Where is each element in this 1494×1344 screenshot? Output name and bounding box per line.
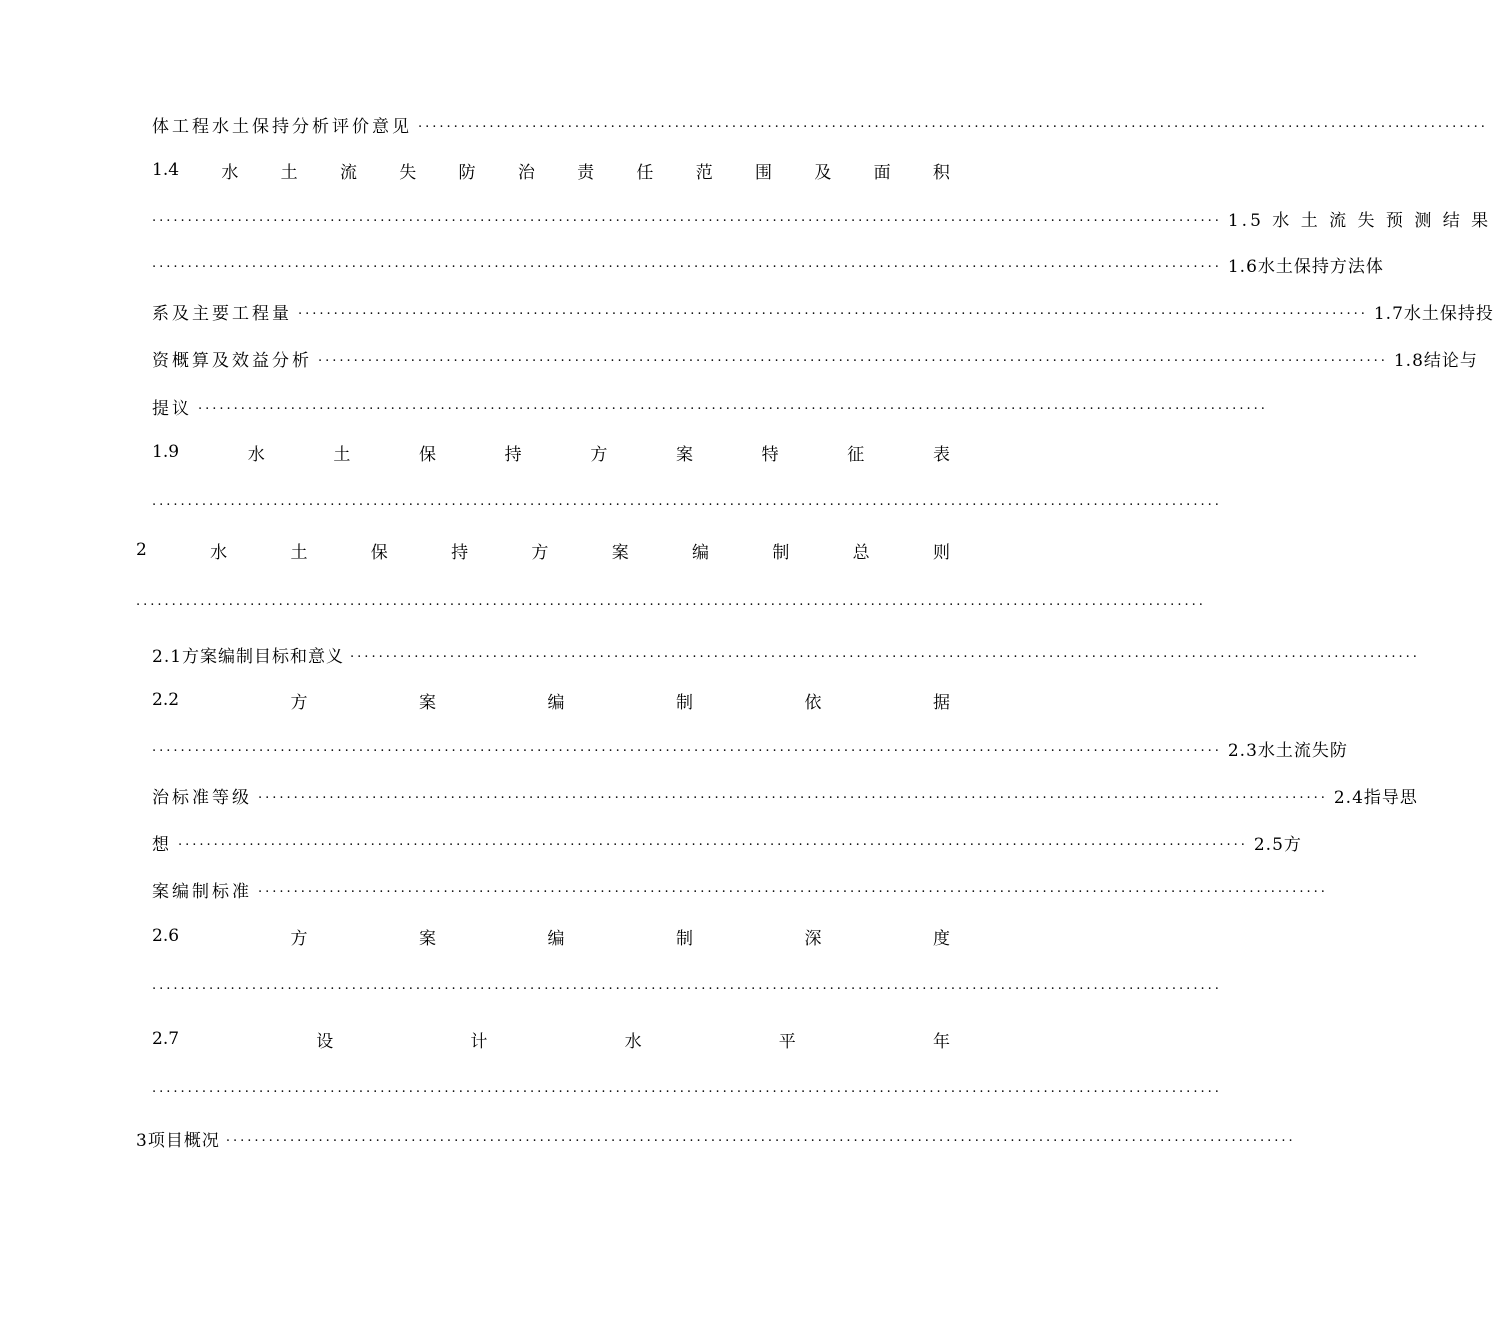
toc-char: 案 xyxy=(675,444,693,465)
toc-entry-title: 2.3水土流失防 xyxy=(1227,740,1348,761)
dot-leader: ...................................................................................................................................................... xyxy=(152,978,1222,993)
toc-entry xyxy=(152,874,1328,904)
toc-char: 制 xyxy=(772,542,790,563)
dot-leader: ...................................................................................................................................................... xyxy=(298,303,1368,318)
toc-char: 深 xyxy=(804,928,822,949)
dot-leader: ...................................................................................................................................................... xyxy=(318,350,1388,365)
toc-entry-title: 提议 xyxy=(152,398,192,419)
toc-char: 范 xyxy=(695,162,713,183)
toc-entry xyxy=(152,343,1478,373)
toc-char: 计 xyxy=(470,1031,488,1052)
dot-leader: ...................................................................................................................................................... xyxy=(178,834,1248,849)
toc-char: 任 xyxy=(636,162,654,183)
toc-entry xyxy=(136,1123,1296,1153)
toc-entry-title: 1.6水土保持方法体 xyxy=(1227,256,1384,277)
dot-leader: ...................................................................................................................................................... xyxy=(152,210,1222,225)
toc-entry-justified xyxy=(136,535,950,565)
toc-char: 编 xyxy=(692,542,710,563)
toc-entry xyxy=(152,391,1268,421)
toc-char: 水 xyxy=(210,542,228,563)
toc-char: 制 xyxy=(675,692,693,713)
toc-char: 流 xyxy=(339,162,357,183)
dot-leader: ...................................................................................................................................................... xyxy=(152,740,1222,755)
toc-char: 责 xyxy=(577,162,595,183)
toc-dot-line xyxy=(152,1074,1222,1104)
toc-entry-justified xyxy=(152,685,950,715)
toc-entry xyxy=(152,639,1420,669)
toc-entry xyxy=(152,203,1492,233)
toc-char: 设 xyxy=(316,1031,334,1052)
toc-char: 2.2 xyxy=(152,690,180,710)
toc-char: 防 xyxy=(458,162,476,183)
toc-char: 征 xyxy=(847,444,865,465)
toc-char: 水 xyxy=(247,444,265,465)
toc-char: 持 xyxy=(504,444,522,465)
dot-leader: ...................................................................................................................................................... xyxy=(258,787,1328,802)
toc-entry xyxy=(152,780,1418,810)
toc-char: 方 xyxy=(290,692,308,713)
toc-char: 水 xyxy=(624,1031,642,1052)
toc-char: 编 xyxy=(547,692,565,713)
toc-char: 积 xyxy=(932,162,950,183)
toc-char: 总 xyxy=(852,542,870,563)
toc-char: 方 xyxy=(290,928,308,949)
toc-char: 围 xyxy=(755,162,773,183)
toc-entry-title: 系及主要工程量 xyxy=(152,303,292,324)
toc-char: 保 xyxy=(370,542,388,563)
toc-entry-title: 1.7水土保持投 xyxy=(1373,303,1494,324)
toc-dot-line xyxy=(152,971,1222,1001)
toc-entry-title: 3项目概况 xyxy=(136,1130,220,1151)
dot-leader: ...................................................................................................................................................... xyxy=(258,881,1328,896)
dot-leader: ...................................................................................................................................................... xyxy=(152,256,1222,271)
toc-entry xyxy=(152,827,1302,857)
toc-entry-title: 资概算及效益分析 xyxy=(152,350,312,371)
toc-char: 方 xyxy=(531,542,549,563)
toc-entry xyxy=(152,249,1384,279)
toc-entry-title: 想 xyxy=(152,834,172,855)
toc-char: 1.4 xyxy=(152,160,180,180)
dot-leader: ...................................................................................................................................................... xyxy=(198,398,1268,413)
toc-entry-title: 2.4指导思 xyxy=(1333,787,1418,808)
toc-char: 治 xyxy=(517,162,535,183)
toc-char: 土 xyxy=(280,162,298,183)
toc-char: 及 xyxy=(814,162,832,183)
toc-entry-title: 2.5方 xyxy=(1253,834,1302,855)
toc-char: 持 xyxy=(451,542,469,563)
toc-dot-line xyxy=(152,487,1222,517)
toc-char: 1.9 xyxy=(152,442,180,462)
dot-leader: ...................................................................................................................................................... xyxy=(350,646,1420,661)
toc-char: 土 xyxy=(290,542,308,563)
toc-entry-title: 1.8结论与 xyxy=(1393,350,1478,371)
toc-entry-title: 案编制标准 xyxy=(152,881,252,902)
toc-char: 案 xyxy=(419,928,437,949)
toc-char: 度 xyxy=(932,928,950,949)
toc-entry xyxy=(152,109,1488,139)
toc-char: 编 xyxy=(547,928,565,949)
toc-entry-title: 治标准等级 xyxy=(152,787,252,808)
toc-entry-title: 2.1方案编制目标和意义 xyxy=(152,646,345,667)
toc-char: 特 xyxy=(761,444,779,465)
dot-leader: ...................................................................................................................................................... xyxy=(152,1081,1222,1096)
toc-char: 年 xyxy=(932,1031,950,1052)
toc-char: 失 xyxy=(399,162,417,183)
toc-char: 保 xyxy=(419,444,437,465)
toc-entry xyxy=(152,296,1494,326)
toc-char: 2.6 xyxy=(152,926,180,946)
toc-entry xyxy=(152,733,1348,763)
toc-char: 面 xyxy=(873,162,891,183)
toc-char: 2 xyxy=(136,540,147,560)
toc-char: 据 xyxy=(932,692,950,713)
toc-entry-title: 1.5 水 土 流 失 预 测 结 果 xyxy=(1227,210,1492,231)
dot-leader: ...................................................................................................................................................... xyxy=(225,1130,1296,1145)
toc-char: 案 xyxy=(611,542,629,563)
toc-char: 制 xyxy=(675,928,693,949)
toc-char: 平 xyxy=(778,1031,796,1052)
toc-char: 水 xyxy=(221,162,239,183)
toc-char: 方 xyxy=(590,444,608,465)
toc-char: 土 xyxy=(333,444,351,465)
toc-entry-justified xyxy=(152,437,950,467)
toc-entry-title: 体工程水土保持分析评价意见 xyxy=(152,116,412,137)
toc-entry-justified xyxy=(152,155,950,185)
dot-leader: ...................................................................................................................................................... xyxy=(418,116,1488,131)
toc-char: 案 xyxy=(419,692,437,713)
dot-leader: ...................................................................................................................................................... xyxy=(152,494,1222,509)
toc-char: 2.7 xyxy=(152,1029,180,1049)
toc-char: 则 xyxy=(932,542,950,563)
toc-entry-justified xyxy=(152,1024,950,1054)
toc-char: 依 xyxy=(804,692,822,713)
toc-char: 表 xyxy=(932,444,950,465)
dot-leader: ...................................................................................................................................................... xyxy=(136,594,1206,609)
toc-dot-line xyxy=(136,587,1206,617)
toc-entry-justified xyxy=(152,921,950,951)
